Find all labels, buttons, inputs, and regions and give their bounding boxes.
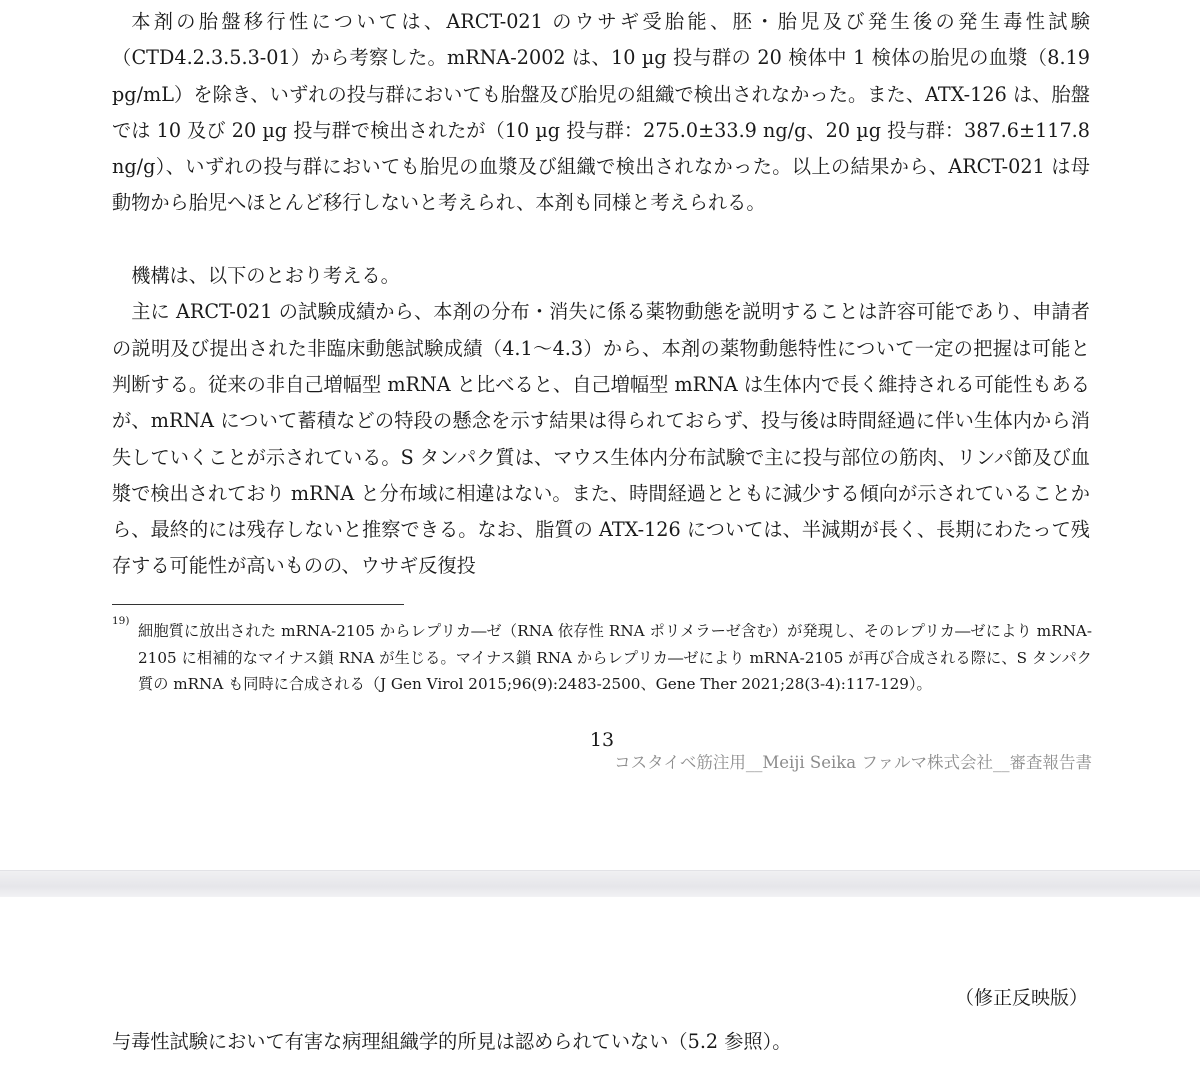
paragraph-spacer <box>112 222 1090 258</box>
paragraph-agency-assessment: 主に ARCT-021 の試験成績から、本剤の分布・消失に係る薬物動態を説明することは許容可能であり、申請者の説明及び提出された非臨床動態試験成績（4.1～4.3）から、本剤の薬物動態特性について一定の把握は可能と判断する。従来の非自己増幅型 mRNA と比べると、自己増幅型 mRNA は生体内で長く維持される可能性もあるが、mRNA について蓄積などの特段の懸念を示す結果は得られておらず、投与後は時間経過に伴い生体内から消失していくことが示されている。S タンパク質は、マウス生体内分布試験で主に投与部位の筋肉、リンパ節及び血漿で検出されており mRNA と分布域に相違はない。また、時間経過とともに減少する傾向が示されていることから、最終的には残存しないと推察できる。なお、脂質の ATX-126 については、半減期が長く、長期にわたって残存する可能性が高いものの、ウサギ反復投 <box>112 300 1090 578</box>
page-number: 13 <box>589 729 615 751</box>
paragraph-agency-view-intro: 機構は、以下のとおり考える。 <box>131 264 400 288</box>
continuation-text: 与毒性試験において有害な病理組織学的所見は認められていない（5.2 参照）。 <box>112 1030 792 1053</box>
paragraph-placental-transfer: 本剤の胎盤移行性については、ARCT-021 のウサギ受胎能、胚・胎児及び発生後の発生毒性試験（CTD4.2.3.5.3-01）から考察した。mRNA-2002 は、10 µg 投与群の 20 検体中 1 検体の胎児の血漿（8.19 pg/mL）を除き、いずれの投与群においても胎盤及び胎児の組織で検出されなかった。また、ATX-126 は、胎盤では 10 及び 20 µg 投与群で検出されたが（10 µg 投与群：275.0±33.9 ng/g、20 µg 投与群：387.6±117.8 ng/g）、いずれの投与群においても胎児の血漿及び組織で検出されなかった。以上の結果から、ARCT-021 は母動物から胎児へほとんど移行しないと考えられ、本剤も同様と考えられる。 <box>112 10 1090 215</box>
page-separator <box>0 870 1200 898</box>
footnote-separator <box>112 604 404 605</box>
body-text <box>112 4 1090 585</box>
report-footer: コスタイベ筋注用__Meiji Seika ファルマ株式会社__審査報告書 <box>614 753 1092 772</box>
revision-note: （修正反映版） <box>954 987 1088 1009</box>
footnote-19 <box>112 615 1092 698</box>
footnote-text: 細胞質に放出された mRNA-2105 からレプリカ―ゼ（RNA 依存性 RNA ポリメラーゼ含む）が発現し、そのレプリカ―ゼにより mRNA-2105 に相補的なマイナス鎖 RNA が生じる。マイナス鎖 RNA からレプリカ―ゼにより mRNA-2105 が再び合成される際に、S タンパク質の mRNA も同時に合成される（J Gen Virol 2015;96(9):2483-2500、Gene Ther 2021;28(3-4):117-129）。 <box>138 622 1092 693</box>
footnote-marker: 19) <box>112 615 130 627</box>
document-page-14 <box>0 897 1200 1071</box>
